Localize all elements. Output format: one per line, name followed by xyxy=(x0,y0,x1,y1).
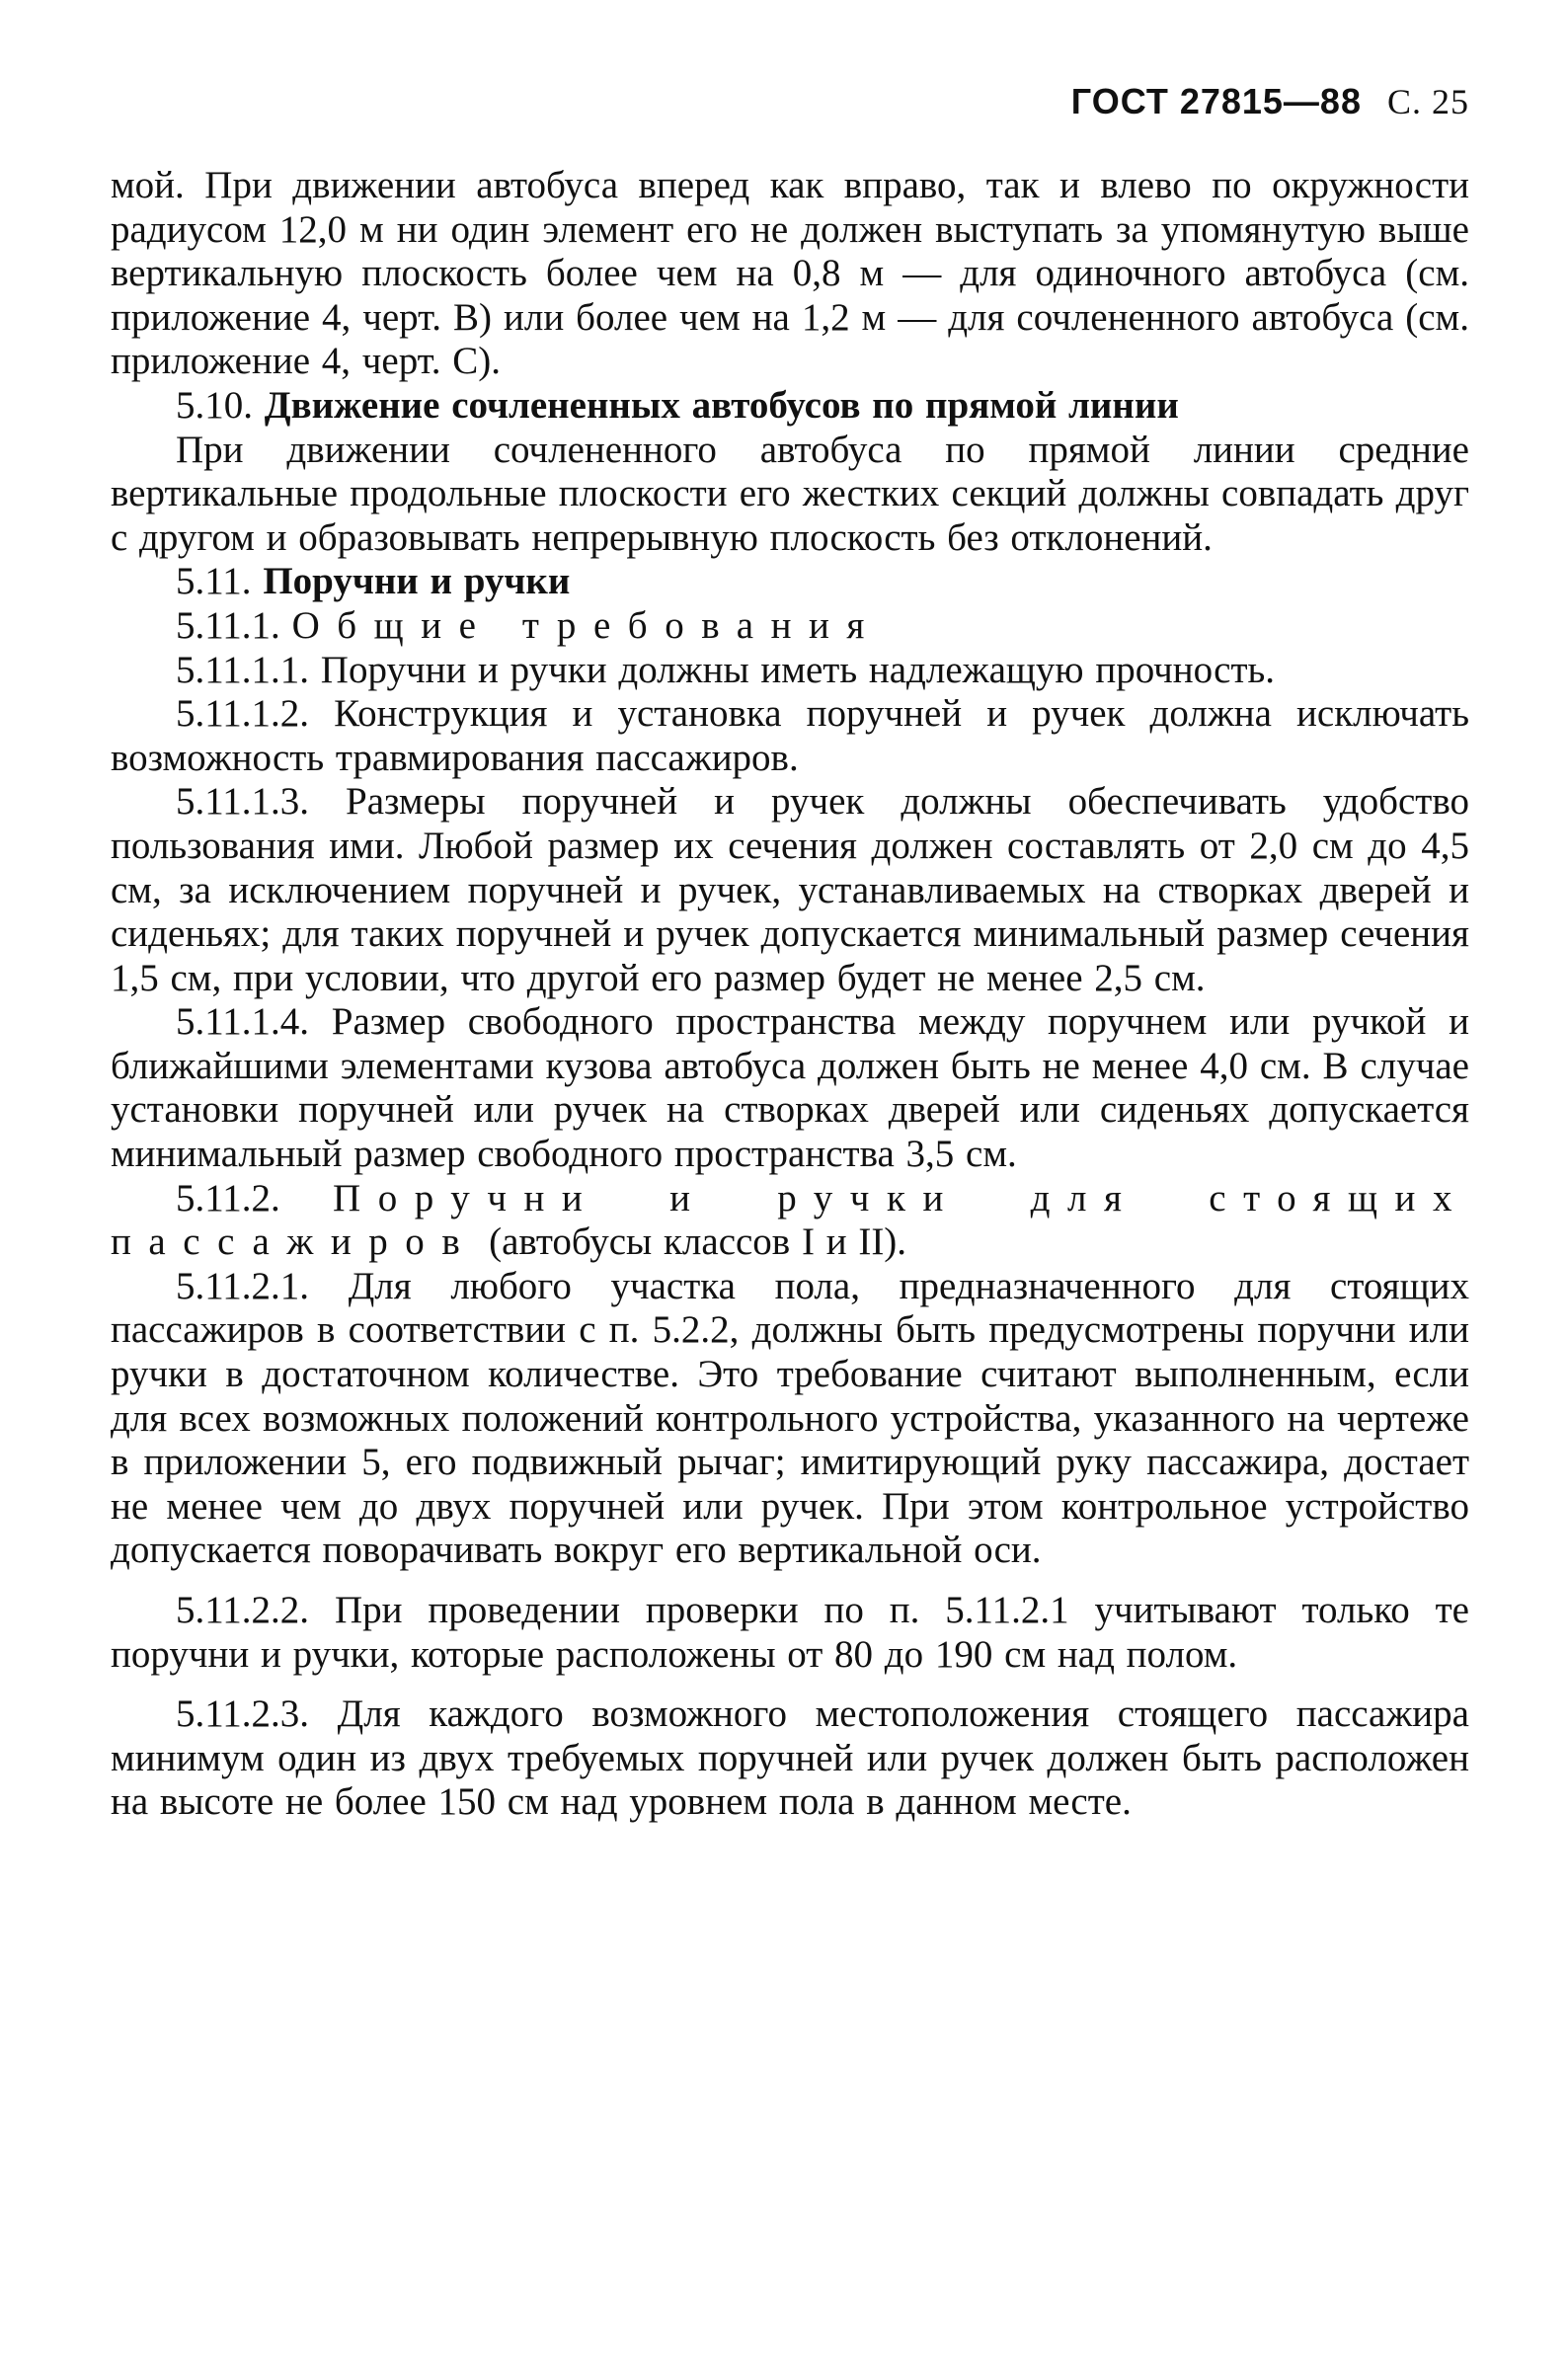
paragraph-5-11-2-3: 5.11.2.3. Для каждого возможного местоположения стоящего пассажира минимум один из двух требуемых поручней или ручек должен быть расположен на высоте не более 150 см над уровнем пола в данном месте. xyxy=(111,1692,1469,1824)
section-title: Общие требования xyxy=(291,603,882,647)
paragraph-5-11-2-2: 5.11.2.2. При проведении проверки по п. 5.11.2.1 учитывают только те поручни и ручки, которые расположены от 80 до 190 см над полом. xyxy=(111,1589,1469,1676)
section-number: 5.11.1. xyxy=(176,603,280,647)
section-heading-5-11-1 xyxy=(111,604,1469,649)
paragraph-continuation: мой. При движении автобуса вперед как вправо, так и влево по окружности радиусом 12,0 м ни один элемент его не должен выступать за упомянутую выше вертикальную плоскость более чем на 0,8 м — для одиночного автобуса (см. приложение 4, черт. В) или более чем на 1,2 м — для сочлененного автобуса (см. приложение 4, черт. С). xyxy=(111,164,1469,383)
paragraph-5-11-1-2: 5.11.1.2. Конструкция и установка поручней и ручек должна исключать возможность травмирования пассажиров. xyxy=(111,692,1469,779)
paragraph-5-11-1-3: 5.11.1.3. Размеры поручней и ручек должны обеспечивать удобство пользования ими. Любой размер их сечения должен составлять от 2,0 см до 4,5 см, за исключением поручней и ручек, устанавливаемых на створках дверей и сиденьях; для таких поручней и ручек допускается минимальный размер сечения 1,5 см, при условии, что другой его размер будет не менее 2,5 см. xyxy=(111,780,1469,999)
paragraph-5-10: При движении сочлененного автобуса по прямой линии средние вертикальные продольные плоскости его жестких секций должны совпадать друг с другом и образовывать непрерывную плоскость без отклонений. xyxy=(111,428,1469,559)
section-title-suffix: (автобусы классов I и II). xyxy=(477,1220,907,1264)
section-heading-5-11-2 xyxy=(111,1177,1469,1265)
page-number: С. 25 xyxy=(1386,82,1469,121)
section-number: 5.11.2. xyxy=(176,1176,280,1219)
section-heading-5-10 xyxy=(111,384,1469,429)
paragraph-5-11-2-1: 5.11.2.1. Для любого участка пола, предназначенного для стоящих пассажиров в соответствии с п. 5.2.2, должны быть предусмотрены поручни или ручки в достаточном количестве. Это требование считают выполненным, если для всех возможных положений контрольного устройства, указанного на чертеже в приложении 5, его подвижный рычаг; имитирующий руку пассажира, достает не менее чем до двух поручней или ручек. При этом контрольное устройство допускается поворачивать вокруг его вертикальной оси. xyxy=(111,1264,1469,1572)
section-heading-5-11 xyxy=(111,560,1469,604)
paragraph-5-11-1-4: 5.11.1.4. Размер свободного пространства между поручнем или ручкой и ближайшими элементами кузова автобуса должен быть не менее 4,0 см. В случае установки поручней или ручек на створках дверей или сиденьях допускается минимальный размер свободного пространства 3,5 см. xyxy=(111,1000,1469,1176)
section-title: Поручни и ручки для стоящих пассажиров xyxy=(111,1176,1469,1264)
section-number: 5.10. xyxy=(176,383,253,427)
document-page xyxy=(111,81,1469,2303)
standard-number: ГОСТ 27815—88 xyxy=(1070,81,1362,121)
section-number: 5.11. xyxy=(176,560,252,603)
document-body xyxy=(111,164,1469,1825)
page-header xyxy=(1071,81,1469,140)
paragraph-5-11-1-1: 5.11.1.1. Поручни и ручки должны иметь надлежащую прочность. xyxy=(176,648,1276,691)
section-title: Движение сочлененных автобусов по прямой линии xyxy=(264,383,1179,427)
section-title: Поручни и ручки xyxy=(263,560,571,603)
